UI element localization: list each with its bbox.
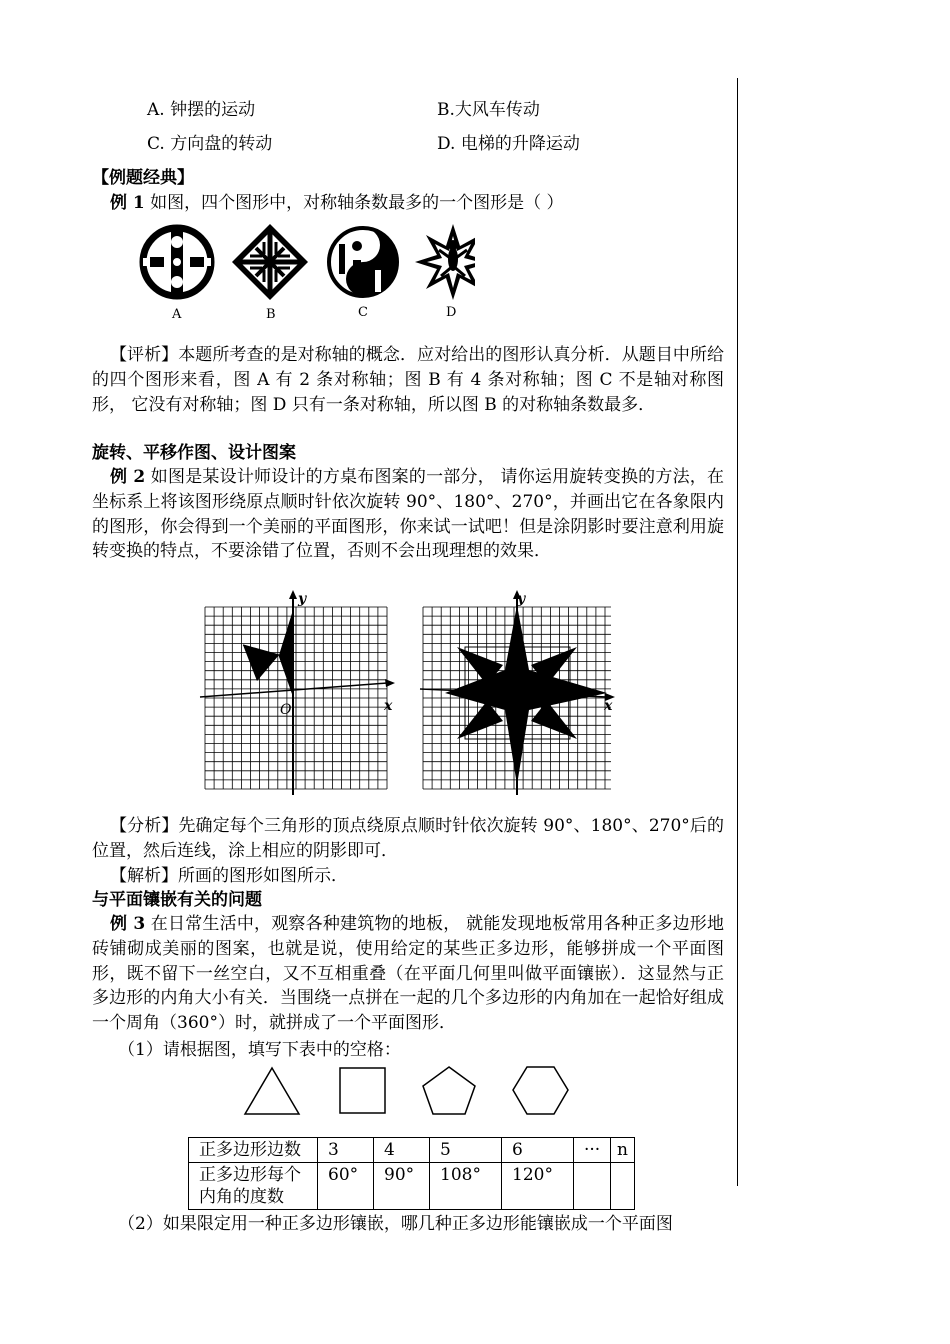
example-1-label: 例 1 [110, 193, 145, 213]
table-cell: 5 [430, 1138, 502, 1163]
table-cell: 108° [430, 1163, 502, 1210]
table-cell: ··· [574, 1138, 611, 1163]
regular-polygons [235, 1062, 585, 1122]
example-2-solution: 【解析】所画的图形如图所示． [110, 866, 348, 886]
table-cell: 90° [374, 1163, 430, 1210]
rotation-heading: 旋转、平移作图、设计图案 [92, 443, 296, 463]
right-axis-x-label: x [604, 698, 613, 714]
left-grid [205, 607, 387, 789]
example-2-analysis: 【分析】先确定每个三角形的顶点绕原点顺时针依次旋转 90°、180°、270°后的位置，然后连线，涂上相应的阴影即可． [92, 816, 724, 861]
question-1: （1）请根据图，填写下表中的空格： [118, 1040, 401, 1060]
square-shape [340, 1068, 385, 1113]
figure-d [415, 224, 475, 300]
question-2: （2）如果限定用一种正多边形镶嵌，哪几种正多边形能镶嵌成一个平面图 [118, 1214, 673, 1234]
table-header-angles: 正多边形每个 内角的度数 [189, 1163, 318, 1210]
triangle-shape [245, 1068, 299, 1114]
left-x-arrow [385, 679, 395, 687]
section-examples-heading: 【例题经典】 [92, 168, 194, 188]
option-b: B.大风车传动 [437, 100, 540, 120]
pentagon-shape [423, 1067, 475, 1114]
example-3-label: 例 3 [110, 914, 146, 934]
left-tall-triangle [279, 610, 293, 695]
table-cell: 120° [502, 1163, 574, 1210]
example-3-text: 在日常生活中，观察各种建筑物的地板， 就能发现地板常用各种正多边形地砖铺砌成美丽的图案，也就是说，使用给定的某些正多边形，能够拼成一个平面图形，既不留下一丝空白，又不互相重叠（在平面几何里叫做平面镶嵌）．这显然与正多边形的内角大小有关．当围绕一点拼在一起的几个多边形的内角加在一起恰好组成一个周角（360°）时，就拼成了一个平面图形． [92, 914, 725, 1034]
table-cell: 60° [318, 1163, 374, 1210]
tiling-heading: 与平面镶嵌有关的问题 [92, 890, 262, 910]
figure-label-c: C [358, 305, 368, 320]
example-3-paragraph [92, 912, 724, 1036]
rotation-grid-figures [195, 585, 615, 795]
example-2-text: 如图是某设计师设计的方桌布图案的一部分， 请你运用旋转变换的方法，在坐标系上将该图形绕原点顺时针依次旋转 90°、180°、270°，并画出它在各象限内的图形，你会得到一个美丽的平面图形，你来试一试吧！但是涂阴影时要注意利用旋转变换的特点，不要涂错了位置，否则不会出现理想的效果． [92, 467, 725, 562]
left-axis-x-label: x [384, 698, 393, 714]
table-row [189, 1138, 635, 1163]
table-header-sides: 正多边形边数 [189, 1138, 318, 1163]
table-cell: 3 [318, 1138, 374, 1163]
example-1-question [110, 191, 564, 215]
right-star-main [445, 605, 607, 785]
figure-label-b: B [266, 307, 276, 322]
right-axis-y-label: y [517, 591, 526, 607]
figure-a [143, 228, 211, 296]
example-1-analysis: 【评析】本题所考查的是对称轴的概念．应对给出的图形认真分析．从题目中所给的四个图形来看，图 A 有 2 条对称轴；图 B 有 4 条对称轴；图 C 不是轴对称图形， 它没有对称轴；图 D 只有一条对称轴，所以图 B 的对称轴条数最多． [92, 345, 724, 415]
left-y-arrow [289, 590, 297, 599]
option-a: A. 钟摆的运动 [147, 100, 256, 120]
polygon-angle-table [188, 1137, 635, 1210]
table-cell: n [611, 1138, 635, 1163]
figure-c [329, 228, 397, 296]
option-d: D. 电梯的升降运动 [437, 134, 580, 154]
example-2-label: 例 2 [110, 467, 146, 487]
table-cell: 4 [374, 1138, 430, 1163]
example-2-paragraph [92, 465, 724, 564]
option-c: C. 方向盘的转动 [147, 134, 273, 154]
origin-label: O [280, 702, 292, 718]
figure-label-d: D [446, 305, 457, 320]
table-cell: 6 [502, 1138, 574, 1163]
table-cell [574, 1163, 611, 1210]
hexagon-shape [513, 1067, 568, 1114]
figure-label-a: A [172, 307, 182, 322]
table-row [189, 1163, 635, 1210]
figure-b [232, 224, 308, 300]
margin-rule [737, 78, 738, 1186]
table-cell [611, 1163, 635, 1210]
left-axis-y-label: y [298, 591, 307, 607]
example-1-text: 如图，四个图形中，对称轴条数最多的一个图形是（ ） [144, 193, 564, 213]
symmetry-figures [135, 222, 475, 322]
